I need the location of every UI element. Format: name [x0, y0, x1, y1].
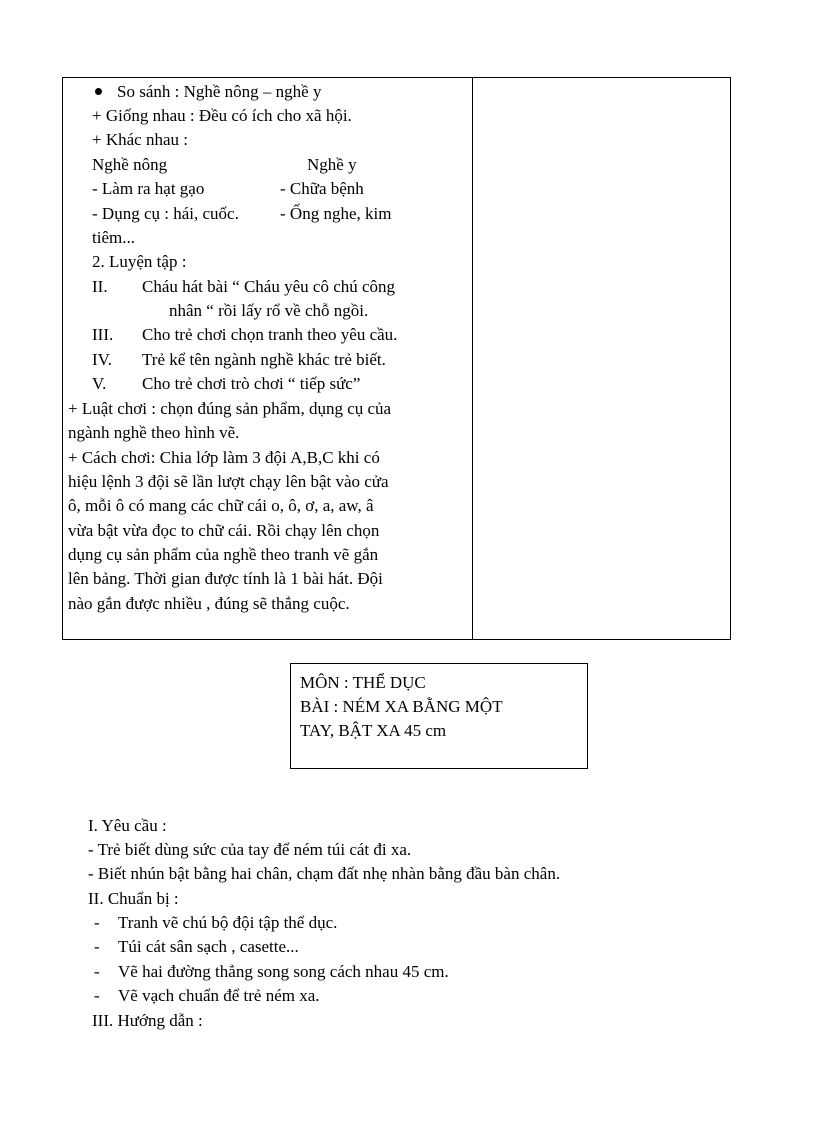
step-number: V. [92, 374, 107, 393]
rules-line: nào gắn được nhiều , đúng sẽ thắng cuộc. [68, 594, 350, 613]
rules-line: dụng cụ sản phẩm của nghề theo tranh vẽ gắn [68, 545, 379, 564]
step-text: nhân “ rồi lấy rổ về chỗ ngồi. [169, 301, 369, 320]
preparation-item: Vẽ vạch chuẩn để trẻ ném xa. [118, 986, 320, 1005]
medicine-task: - Chữa bệnh [280, 179, 364, 198]
step-text: Cho trẻ chơi trò chơi “ tiếp sức” [142, 374, 361, 393]
preparation-item: Tranh vẽ chú bộ đội tập thể dục. [118, 913, 338, 932]
preparation-item: Vẽ hai đường thẳng song song cách nhau 45 cm. [118, 962, 449, 981]
rules-line: hiệu lệnh 3 đội sẽ lần lượt chạy lên bật vào cửa [68, 472, 389, 491]
difference-heading: + Khác nhau : [92, 130, 188, 149]
rules-line: ô, mỗi ô có mang các chữ cái o, ô, ơ, a, aw, â [68, 496, 374, 515]
preparation-item: Túi cát sân sạch , casette... [118, 937, 299, 956]
dash-marker: - [94, 937, 100, 956]
lesson-title-line: TAY, BẬT XA 45 cm [300, 721, 447, 740]
step-number: II. [92, 277, 108, 296]
step-number: IV. [92, 350, 112, 369]
table-column-divider [472, 77, 473, 640]
medicine-tools: - Ống nghe, kim [280, 204, 392, 223]
preparation-heading: II. Chuẩn bị : [88, 889, 179, 908]
rules-line: vừa bật vừa đọc to chữ cái. Rồi chạy lên chọn [68, 521, 380, 540]
dash-marker: - [94, 913, 100, 932]
instructions-heading: III. Hướng dẫn : [92, 1011, 203, 1030]
column-medicine: Nghề y [307, 155, 357, 174]
medicine-tools-cont: tiêm... [92, 228, 135, 247]
similarity-line: + Giống nhau : Đều có ích cho xã hội. [92, 106, 352, 125]
farming-product: - Làm ra hạt gạo [92, 179, 205, 198]
subject-line: MÔN : THỂ DỤC [300, 673, 426, 692]
practice-heading: 2. Luyện tập : [92, 252, 187, 271]
step-text: Cháu hát bài “ Cháu yêu cô chú công [142, 277, 396, 296]
rules-line: + Luật chơi : chọn đúng sản phẩm, dụng cụ của [68, 399, 392, 418]
column-farming: Nghề nông [92, 155, 168, 174]
step-text: Cho trẻ chơi chọn tranh theo yêu cầu. [142, 325, 398, 344]
requirement-item: - Biết nhún bật bằng hai chân, chạm đất nhẹ nhàn bằng đầu bàn chân. [88, 864, 561, 883]
requirements-heading: I. Yêu cầu : [88, 816, 167, 835]
dash-marker: - [94, 986, 100, 1005]
rules-line: ngành nghề theo hình vẽ. [68, 423, 240, 442]
bullet-icon [95, 88, 102, 95]
lesson-title-line: BÀI : NÉM XA BẰNG MỘT [300, 697, 503, 716]
rules-line: lên bảng. Thời gian được tính là 1 bài hát. Đội [68, 569, 383, 588]
requirement-item: - Trẻ biết dùng sức của tay để ném túi cát đi xa. [88, 840, 412, 859]
farming-tools: - Dụng cụ : hái, cuốc. [92, 204, 239, 223]
step-number: III. [92, 325, 114, 344]
compare-heading: So sánh : Nghề nông – nghề y [117, 82, 322, 101]
step-text: Trẻ kể tên ngành nghề khác trẻ biết. [142, 350, 386, 369]
rules-line: + Cách chơi: Chia lớp làm 3 đội A,B,C khi có [68, 448, 380, 467]
dash-marker: - [94, 962, 100, 981]
